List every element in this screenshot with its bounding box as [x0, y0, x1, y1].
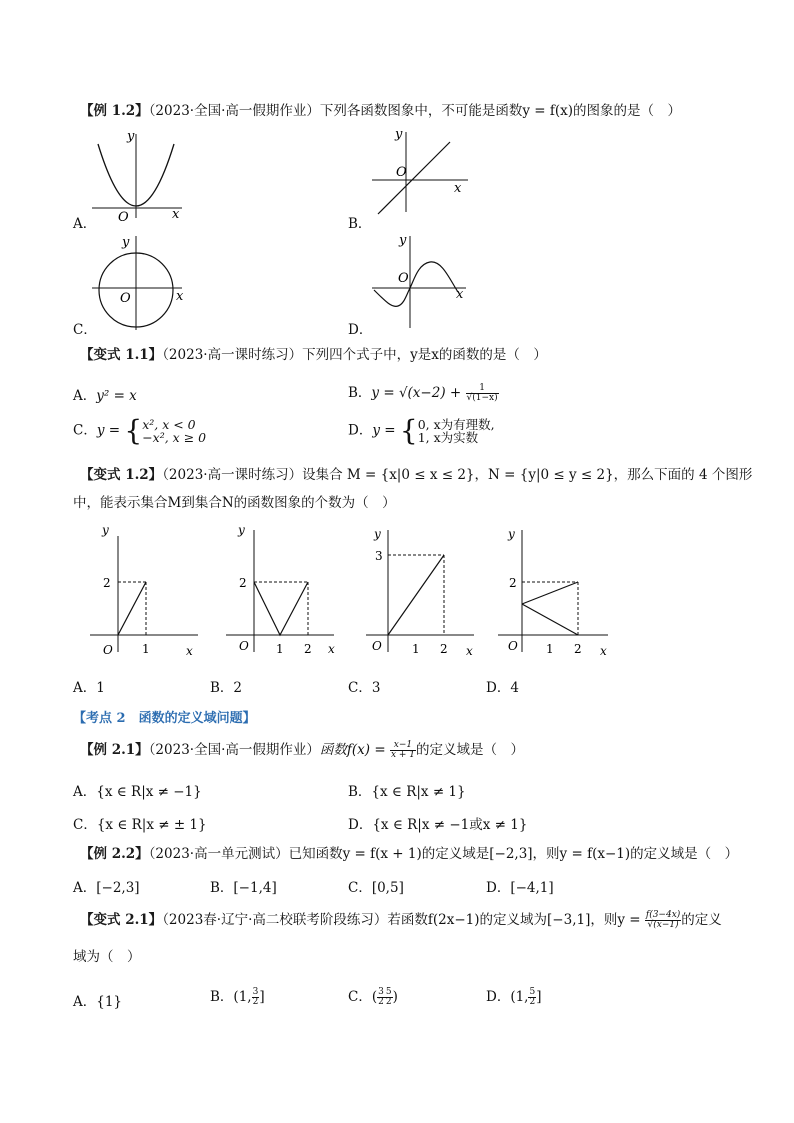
q2-stem	[80, 346, 547, 364]
q3g3-y-label: y	[374, 527, 381, 541]
q6-option-c-frac-1: $\frac{3}{2}$	[378, 987, 384, 1007]
q3g4-tick-2b: 2	[574, 642, 582, 656]
q3-option-a[interactable]: A．1	[73, 680, 105, 696]
q1b-x-label: x	[454, 181, 462, 196]
q2-option-b-frac: $\frac{1}{√(1-x)}$	[466, 383, 498, 403]
q4-frac: $\frac{x-1}{x + 1}$	[390, 740, 416, 760]
q1d-y-label: y	[399, 233, 407, 248]
q1-option-a[interactable]: A．	[73, 216, 97, 232]
q2-option-d-lhs: y =	[372, 422, 400, 439]
q1-graph-d	[368, 230, 478, 330]
q6-option-d[interactable]: D．(1, $\frac{5}{2}$ ]	[486, 987, 542, 1007]
q1c-y-label: y	[122, 235, 130, 250]
q1b-y-label: y	[395, 127, 403, 142]
q1-graph-c	[92, 232, 192, 332]
q3g2-tick-2: 2	[239, 576, 247, 590]
q6-option-b-frac: $\frac{3}{2}$	[252, 987, 259, 1007]
q3g3-tick-3: 3	[375, 549, 383, 563]
q1d-o-label: O	[398, 271, 409, 286]
q5-source: （2023·高一单元测试）	[148, 846, 289, 862]
q1b-o-label: O	[396, 165, 407, 180]
q2-option-c[interactable]: C．y = { x², x < 0 −x², x ≥ 0	[73, 414, 207, 447]
q6-option-a[interactable]: A．{1}	[73, 994, 123, 1010]
section-2-title: 【考点 2 函数的定义域问题】	[73, 711, 256, 726]
q5-option-d[interactable]: D．[−4,1]	[486, 880, 554, 896]
q1d-x-label: x	[456, 287, 464, 302]
q3g4-tick-1: 1	[546, 642, 554, 656]
q3g3-o-label: O	[372, 639, 382, 653]
q2-option-c-lhs: y =	[96, 422, 125, 439]
q4-option-a[interactable]: A．{x ∈ R|x ≠ −1}	[73, 784, 202, 800]
q6-option-b[interactable]: B．(1, $\frac{3}{2}$ ]	[210, 987, 265, 1007]
q1-text: 下列各函数图象中，不可能是函数y = f(x)的图象的是（ ）	[319, 103, 682, 119]
q3g4-y-label: y	[508, 527, 515, 541]
q3-option-c[interactable]: C．3	[348, 680, 381, 696]
q4-tag: 【例 2.1】	[80, 742, 149, 758]
q1a-y-label: y	[127, 129, 135, 144]
q2-text: 下列四个式子中，y是x的函数的是（ ）	[302, 347, 547, 363]
q3g3-x-label: x	[466, 644, 473, 658]
q2-option-a-label: A．	[73, 388, 97, 404]
q4-option-d[interactable]: D．{x ∈ R|x ≠ −1或x ≠ 1}	[348, 817, 528, 833]
q2-tag: 【变式 1.1】	[80, 347, 163, 363]
q5-text: 已知函数y = f(x + 1)的定义域是[−2,3]，则y = f(x−1)的定义域是（ ）	[288, 846, 739, 862]
q3g3-tick-1: 1	[412, 642, 420, 656]
q2-option-b[interactable]	[348, 381, 499, 403]
q2-option-c-label: C．	[73, 422, 97, 439]
q2-option-d[interactable]: D．y = { 0, x为有理数, 1, x为实数	[348, 414, 495, 447]
q3g2-tick-1: 1	[276, 642, 284, 656]
q3-graph-4	[496, 522, 616, 662]
q4-option-b[interactable]: B．{x ∈ R|x ≠ 1}	[348, 784, 466, 800]
q2-option-b-expr: y = √(x−2) +	[371, 385, 466, 401]
q6-stem-line2: 域为（ ）	[73, 949, 141, 965]
q1-option-b[interactable]: B．	[348, 216, 372, 232]
q5-tag: 【例 2.2】	[80, 846, 149, 862]
q3g1-tick-2: 2	[103, 576, 111, 590]
q4-stem	[80, 741, 524, 760]
q6-source: （2023春·辽宁·高二校联考阶段练习）	[162, 912, 388, 928]
q5-option-a[interactable]: A．[−2,3]	[73, 880, 140, 896]
q6-option-c[interactable]: C．( $\frac{3}{2}$ $\frac{5}{2}$ )	[348, 987, 398, 1007]
q2-option-a[interactable]	[73, 384, 137, 404]
q1-graph-b	[368, 124, 478, 219]
q1-source: （2023·全国·高一假期作业）	[148, 103, 320, 119]
q2-option-d-label: D．	[348, 422, 373, 439]
q4-text-post: 的定义域是（ ）	[416, 742, 525, 758]
q3g4-tick-2: 2	[509, 576, 517, 590]
q5-option-c[interactable]: C．[0,5]	[348, 880, 404, 896]
q1-option-d[interactable]: D．	[348, 322, 373, 338]
q2-option-c-cases: x², x < 0 −x², x ≥ 0	[142, 417, 207, 445]
q6-text-pre: 若函数f(2x−1)的定义域为[−3,1]，则y =	[387, 912, 645, 928]
q1-tag: 【例 1.2】	[80, 103, 149, 119]
q3g1-tick-1: 1	[142, 642, 150, 656]
q1-stem	[80, 102, 681, 120]
q1c-x-label: x	[176, 289, 184, 304]
q3-graph-3	[362, 522, 482, 662]
q4-text-pre: 函数f(x) =	[319, 742, 390, 758]
q3g1-o-label: O	[103, 643, 113, 657]
q3-tag: 【变式 1.2】	[80, 467, 163, 483]
q3-option-b[interactable]: B．2	[210, 680, 243, 696]
q1c-o-label: O	[120, 291, 131, 306]
q6-frac: $\frac{f(3-4x)}{√(x-1)}$	[645, 910, 681, 930]
q3g2-o-label: O	[239, 639, 249, 653]
q3g3-tick-2: 2	[440, 642, 448, 656]
q3-text-1: 设集合 M = {x|0 ≤ x ≤ 2}，N = {y|0 ≤ y ≤ 2}，那么下面的 4 个图形	[302, 467, 753, 483]
q3-source: （2023·高一课时练习）	[162, 467, 303, 483]
q6-text-post: 的定义	[681, 912, 722, 928]
q6-option-c-frac-2: $\frac{5}{2}$	[385, 987, 392, 1007]
q1a-o-label: O	[118, 210, 129, 223]
q3g4-x-label: x	[600, 644, 607, 658]
q2-option-a-expr: y² = x	[96, 388, 137, 404]
q5-stem	[80, 845, 738, 863]
q2-source: （2023·高一课时练习）	[162, 347, 303, 363]
q3-option-d[interactable]: D．4	[486, 680, 519, 696]
q5-option-b[interactable]: B．[−1,4]	[210, 880, 277, 896]
q1-graph-a	[92, 128, 192, 223]
q4-option-c[interactable]: C．{x ∈ R|x ≠ ± 1}	[73, 817, 207, 833]
q3g1-y-label: y	[102, 523, 109, 537]
q6-stem-line1	[80, 911, 722, 930]
q1a-x-label: x	[172, 207, 180, 222]
q3-graph-2	[222, 522, 342, 662]
q4-source: （2023·全国·高一假期作业）	[148, 742, 320, 758]
q6-option-d-frac: $\frac{5}{2}$	[529, 987, 536, 1007]
q6-tag: 【变式 2.1】	[80, 912, 163, 928]
q2-option-d-cases: 0, x为有理数, 1, x为实数	[417, 417, 495, 445]
q3g2-x-label: x	[328, 642, 335, 656]
q3g4-o-label: O	[508, 639, 518, 653]
q3g1-x-label: x	[186, 644, 193, 658]
q3-graph-1	[86, 522, 206, 662]
q1-option-c[interactable]: C．	[73, 322, 97, 338]
q2-option-b-label: B．	[348, 385, 372, 401]
q3g2-y-label: y	[238, 523, 245, 537]
q3-stem-line1	[80, 466, 752, 484]
q3-stem-line2: 中，能表示集合M到集合N的函数图象的个数为（ ）	[73, 495, 396, 511]
q3g2-tick-2b: 2	[304, 642, 312, 656]
